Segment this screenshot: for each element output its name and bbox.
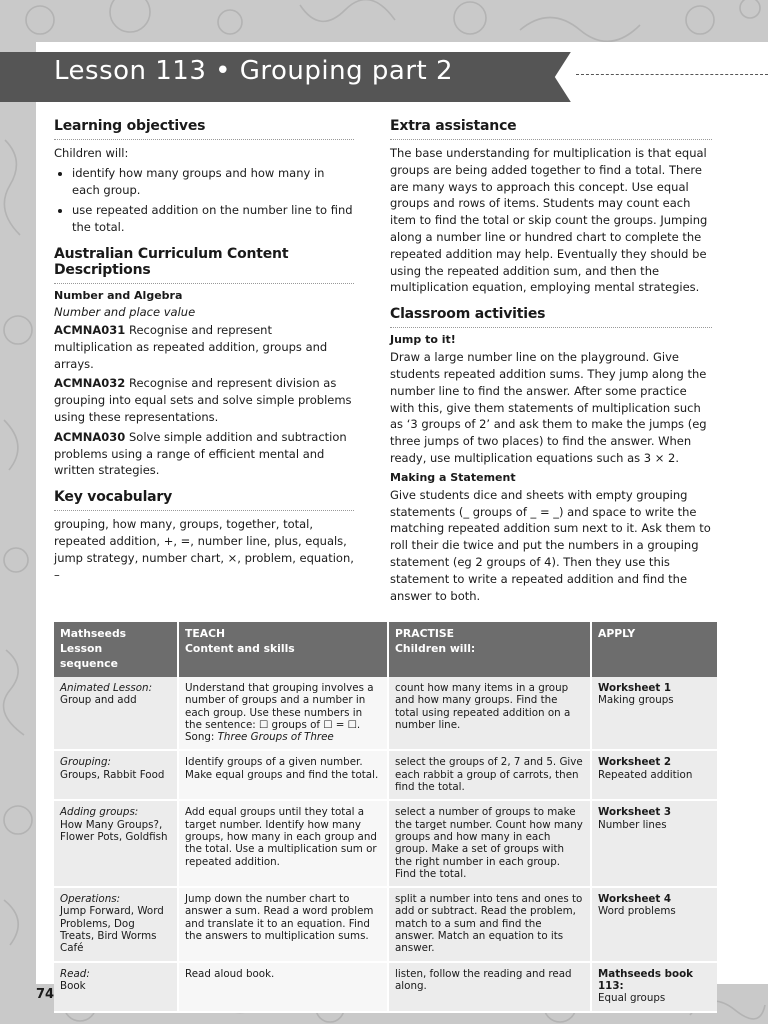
apply-cell: Mathseeds book 113: Equal groups <box>592 963 717 1013</box>
curriculum-section <box>54 246 354 479</box>
teach-cell: Identify groups of a given number. Make equal groups and find the total. <box>179 751 389 801</box>
column-header-teach: TEACH Content and skills <box>179 622 389 677</box>
page-number: 74 <box>36 987 55 1002</box>
table-row <box>54 963 717 1013</box>
left-column <box>54 118 354 593</box>
activity-text: Give students dice and sheets with empty grouping statements (_ groups of _ = _) and space to write the matching repeated addition sum next to it. Ask them to roll their die twice and put the numbers in a grouping statement (eg 2 groups of 4). Then they use this statement to write a repeated addition and find the answer to both. <box>390 487 711 603</box>
teach-cell: Understand that grouping involves a number of groups and a number in each group. Use these numbers in the sentence: ☐ groups of ☐ = ☐. Song: Three Groups of Three <box>179 677 389 751</box>
content-code: ACMNA032 <box>54 376 126 391</box>
practise-cell: select a number of groups to make the target number. Count how many groups and how many in each group. Make a set of groups with the right number in each group. Find the total. <box>389 801 592 888</box>
apply-cell: Worksheet 1 Making groups <box>592 677 717 751</box>
sequence-cell: Operations: Jump Forward, Word Problems, Dog Treats, Bird Worms Café <box>54 888 179 962</box>
content-description <box>54 322 354 372</box>
apply-cell: Worksheet 3 Number lines <box>592 801 717 888</box>
column-header-practise: PRACTISE Children will: <box>389 622 592 677</box>
table-row <box>54 751 717 801</box>
activity-title: Making a Statement <box>390 470 516 484</box>
vocabulary-text: grouping, how many, groups, together, total, repeated addition, +, =, number line, plus, equals, jump strategy, number chart, ×, problem, equation, – <box>54 517 354 582</box>
teach-cell: Read aloud book. <box>179 963 389 1013</box>
sequence-cell: Read: Book <box>54 963 179 1013</box>
practise-cell: split a number into tens and ones to add or subtract. Read the problem, match to a sum and find the answer. Match an equation to its answer. <box>389 888 592 962</box>
content-code: ACMNA030 <box>54 429 126 444</box>
content-text: Recognise and represent division as grouping into equal sets and solve simple problems using these representations. <box>54 376 352 424</box>
table-row <box>54 801 717 888</box>
learning-objectives-section <box>54 118 354 236</box>
table-row <box>54 677 717 751</box>
classroom-activities-section <box>390 306 712 604</box>
vocabulary-section <box>54 489 354 583</box>
vocabulary-heading: Key vocabulary <box>54 489 354 511</box>
sequence-cell: Animated Lesson: Group and add <box>54 677 179 751</box>
extra-assistance-text: The base understanding for multiplication is that equal groups are being added together to find a total. There are many ways to approach this concept. Use equal groups and rows of items. Students may count each item to find the total or skip count the groups. Jumping along a number line or hundred chart to complete the repeated addition may help. Eventually they should be using the repeated addition sum, and then the multiplication equation, employing mental strategies. <box>390 146 708 295</box>
apply-cell: Worksheet 4 Word problems <box>592 888 717 962</box>
content-text: Solve simple addition and subtraction problems using a range of efficient mental and written strategies. <box>54 429 347 478</box>
teach-cell: Jump down the number chart to answer a sum. Read a word problem and translate it to an equation. Find the answers to multiplication sums. <box>179 888 389 962</box>
objective-item: • identify how many groups and how many in each group. <box>72 165 354 199</box>
objectives-list <box>54 165 354 236</box>
content-text: Recognise and represent multiplication as repeated addition, groups and arrays. <box>54 322 328 371</box>
lesson-sequence-table <box>54 622 717 1013</box>
curriculum-heading: Australian Curriculum Content Descriptions <box>54 246 354 284</box>
practise-cell: listen, follow the reading and read along. <box>389 963 592 1013</box>
sequence-cell: Grouping: Groups, Rabbit Food <box>54 751 179 801</box>
activity-text: Draw a large number line on the playground. Give students repeated addition sums. They jump along the number line to find the answer. After some practice with this, give them statements of multiplication such as ‘3 groups of 2’ and ask them to make the jumps (eg three jumps of two places) to find the answer. When ready, use multiplication equations such as 3 × 2. <box>390 350 707 465</box>
activity-title: Jump to it! <box>390 333 456 347</box>
curriculum-substrand: Number and place value <box>54 304 196 319</box>
apply-cell: Worksheet 2 Repeated addition <box>592 751 717 801</box>
content-description <box>54 429 354 479</box>
column-header-sequence: Mathseeds Lesson sequence <box>54 622 179 677</box>
content-code: ACMNA031 <box>54 322 126 337</box>
teach-cell: Add equal groups until they total a target number. Identify how many groups, how many in each group and the total. Use a multiplication sum or repeated addition. <box>179 801 389 888</box>
extra-assistance-section <box>390 118 712 296</box>
title-divider <box>576 74 768 75</box>
table-row <box>54 888 717 962</box>
extra-assistance-heading: Extra assistance <box>390 118 712 140</box>
column-header-apply: APPLY <box>592 622 717 677</box>
practise-cell: select the groups of 2, 7 and 5. Give each rabbit a group of carrots, then find the total. <box>389 751 592 801</box>
learning-objectives-heading: Learning objectives <box>54 118 354 140</box>
classroom-activities-heading: Classroom activities <box>390 306 712 328</box>
curriculum-strand: Number and Algebra <box>54 288 183 302</box>
table-header-row <box>54 622 717 677</box>
practise-cell: count how many items in a group and how many groups. Find the total using repeated addition on a number line. <box>389 677 592 751</box>
page-title: Lesson 113 • Grouping part 2 <box>54 56 454 86</box>
content-description <box>54 375 354 425</box>
objective-item: • use repeated addition on the number line to find the total. <box>72 202 354 236</box>
objectives-intro: Children will: <box>54 146 129 160</box>
sequence-cell: Adding groups: How Many Groups?, Flower Pots, Goldfish <box>54 801 179 888</box>
right-column <box>390 118 712 614</box>
